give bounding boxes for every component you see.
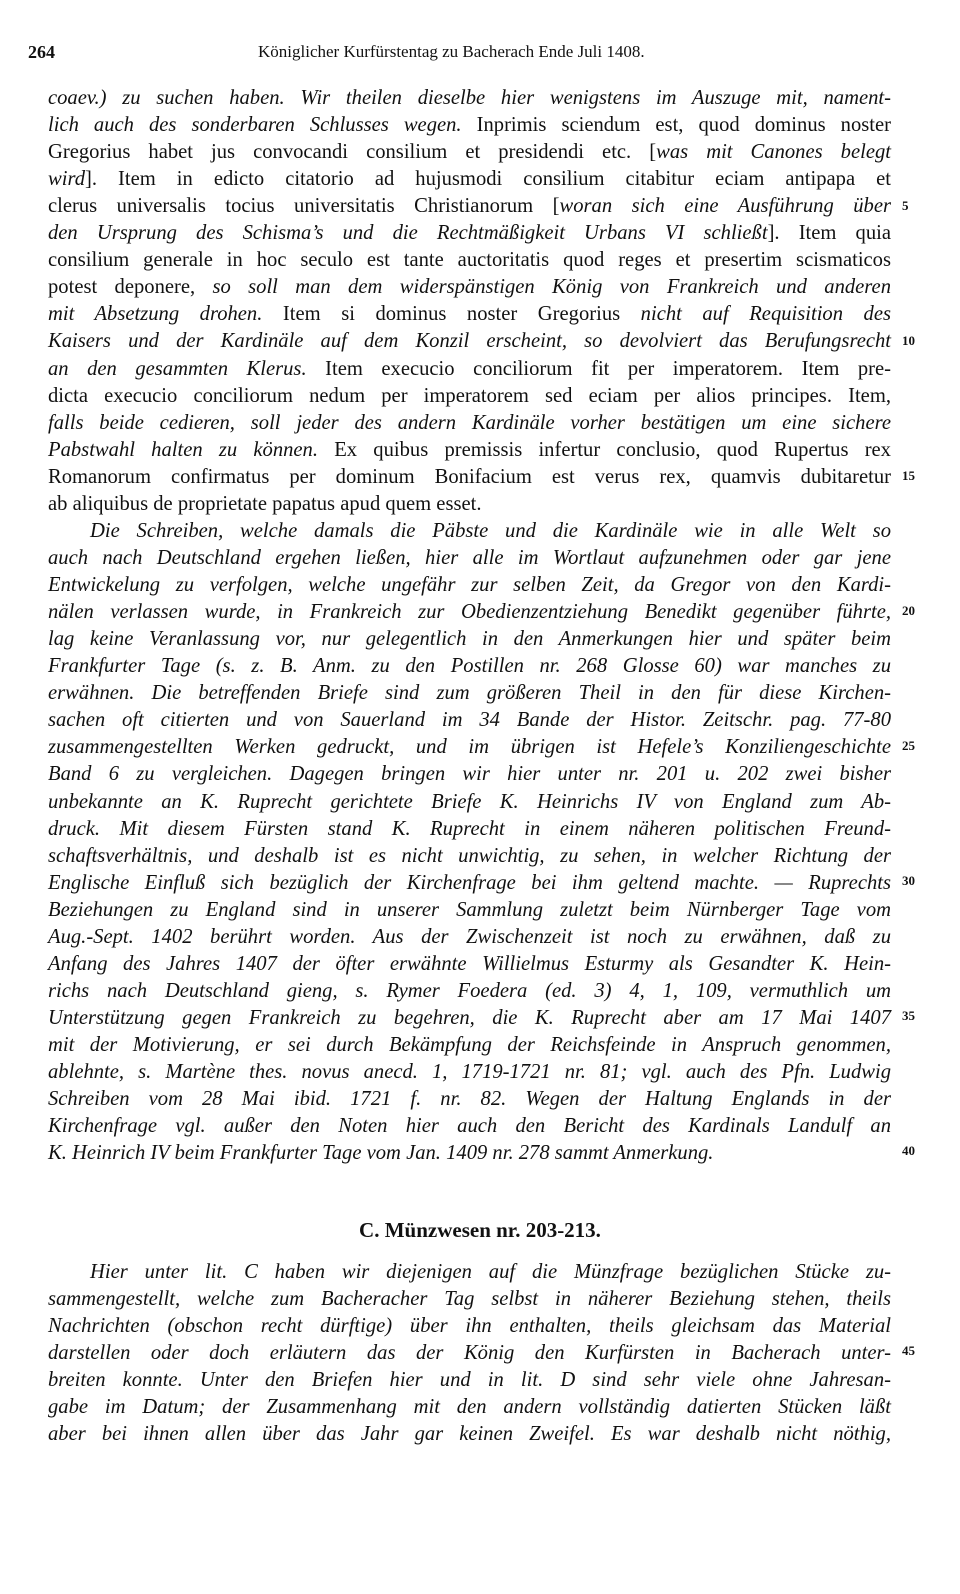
roman-run: Ex quibus premissis infertur conclusio, quod Rupertus rex: [334, 438, 891, 461]
text-line: [48, 463, 891, 491]
text-line: [48, 138, 891, 166]
text-line: sachen oft citierten und von Sauerland im 34 Bande der Histor. Zeitschr. pag. 77-80: [48, 709, 891, 732]
text-line: auch nach Deutschland ergehen ließen, hier alle im Wortlaut aufzunehmen oder gar jene: [48, 547, 891, 570]
text-line: K. Heinrich IV beim Frankfurter Tage vom Jan. 1409 nr. 278 sammt Anmerkung.: [48, 1142, 714, 1165]
text-line: [48, 273, 891, 301]
line-number: 35: [902, 1008, 915, 1023]
line-number: 30: [902, 873, 915, 888]
italic-run: an den gesammten Klerus.: [48, 357, 326, 380]
italic-run: lich auch des sonderbaren Schlusses wegen.: [48, 114, 477, 137]
text-line: Aug.-Sept. 1402 berührt worden. Aus der Zwischenzeit ist noch zu erwähnen, daß zu: [48, 925, 891, 948]
text-line: sammengestellt, welche zum Bacheracher Tag selbst in näherer Beziehung stehen, theils: [48, 1288, 891, 1311]
roman-run: ]. Item quia: [767, 222, 892, 245]
line-number: 45: [902, 1343, 915, 1358]
text-line: Schreiben vom 28 Mai ibid. 1721 f. nr. 82. Wegen der Haltung Englands in der: [48, 1088, 891, 1111]
italic-run: den Ursprung des Schisma’s und die Rechtmäßigkeit Urbans VI schließt: [48, 222, 768, 245]
italic-run: wird: [48, 168, 86, 191]
section-heading: C. Münzwesen nr. 203-213.: [359, 1218, 601, 1242]
text-line: druck. Mit diesem Fürsten stand K. Ruprecht in einem näheren politischen Freund-: [48, 817, 891, 840]
italic-run: so soll man dem widerspänstigen König von Frankreich und anderen: [212, 276, 891, 299]
roman-run: dicta execucio conciliorum nedum per imperatorem sed eciam per alios principes. Item,: [48, 384, 891, 407]
text-line: [48, 219, 891, 247]
text-line: darstellen oder doch erläutern das der König den Kurfürsten in Bacherach unter-: [48, 1342, 891, 1365]
text-line: [48, 84, 891, 112]
roman-run: Inprimis sciendum est, quod dominus noster: [476, 114, 891, 137]
italic-run: nicht auf Requisition des: [640, 303, 892, 326]
italic-run: mit Absetzung drohen.: [48, 303, 283, 326]
roman-run: ]. Item in edicto citatorio ad hujusmodi consilium citabitur eciam antipapa et: [85, 168, 891, 191]
text-line: Beziehungen zu England sind in unserer Sammlung zuletzt beim Nürnberger Tage vom: [48, 898, 891, 921]
text-line: [48, 192, 891, 220]
line-number: 5: [902, 198, 909, 213]
text-line: lag keine Veranlassung vor, nur gelegentlich in den Anmerkungen hier und später beim: [48, 628, 891, 651]
line-number: 10: [902, 333, 915, 348]
text-line: Anfang des Jahres 1407 der öfter erwähnte Willielmus Esturmy als Gesandter K. Hein-: [48, 952, 891, 975]
roman-run: consilium generale in hoc seculo est tante auctoritatis quod reges et presertim scismaticos: [48, 249, 891, 272]
text-line: breiten konnte. Unter den Briefen hier und in lit. D sind sehr viele ohne Jahresan-: [48, 1369, 891, 1392]
text-line: Unterstützung gegen Frankreich zu begehren, die K. Ruprecht aber am 17 Mai 1407: [48, 1006, 891, 1029]
roman-run: Item execucio conciliorum fit per imperatorem. Item pre-: [325, 357, 891, 380]
roman-run: Gregorius habet jus convocandi consilium et presidendi etc. [: [48, 141, 657, 164]
text-line: gabe im Datum; der Zusammenhang mit den andern vollständig datierten Stücken läßt: [48, 1396, 891, 1419]
line-number: 40: [902, 1143, 915, 1158]
line-number: 25: [902, 738, 915, 753]
italic-run: coaev.) zu suchen haben. Wir theilen dieselbe hier wenigstens im Auszuge mit, nament-: [48, 87, 891, 109]
text-line: mit der Motivierung, er sei durch Bekämpfung der Reichsfeinde in Anspruch genommen,: [48, 1033, 891, 1056]
text-line: Entwickelung zu verfolgen, welche ungefähr zur selben Zeit, da Gregor von den Kardi-: [48, 574, 891, 597]
italic-run: Kaisers und der Kardinäle auf dem Konzil erscheint, so devolviert das Berufungsrecht: [48, 330, 891, 353]
roman-run: Item si dominus noster Gregorius: [282, 303, 641, 326]
text-line: nälen verlassen wurde, in Frankreich zur Obedienzentziehung Benedikt gegenüber führte,: [48, 601, 891, 624]
text-line: richs nach Deutschland gieng, s. Rymer Foedera (ed. 3) 4, 1, 109, vermuthlich um: [48, 979, 891, 1002]
text-line: Nachrichten (obschon recht dürftige) über ihn enthalten, theils gleichsam das Material: [48, 1315, 891, 1338]
italic-run: falls beide cedieren, soll jeder des andern Kardinäle vorher bestätigen um eine sichere: [48, 411, 891, 434]
roman-run: Romanorum confirmatus per dominum Bonifacium est verus rex, quamvis dubitaretur: [48, 465, 891, 488]
text-line: [48, 382, 891, 410]
text-line: Die Schreiben, welche damals die Päbste und die Kardinäle wie in alle Welt so: [90, 520, 891, 542]
text-line: aber bei ihnen allen über das Jahr gar keinen Zweifel. Es war deshalb nicht nöthig,: [48, 1423, 891, 1446]
text-line: [48, 327, 891, 355]
italic-run: was mit Canones belegt: [656, 141, 891, 164]
text-line: Englische Einfluß sich bezüglich der Kirchenfrage bei ihm geltend machte. — Ruprechts: [48, 871, 891, 894]
text-line: [48, 409, 891, 437]
text-line: [48, 165, 891, 193]
text-line: Band 6 zu vergleichen. Dagegen bringen wir hier unter nr. 201 u. 202 zwei bisher: [48, 763, 891, 786]
text-line: Frankfurter Tage (s. z. B. Anm. zu den Postillen nr. 268 Glosse 60) war manches zu: [48, 655, 891, 678]
line-number: 20: [902, 603, 915, 618]
text-line: zusammengestellten Werken gedruckt, und im übrigen ist Hefele’s Konziliengeschichte: [48, 736, 891, 759]
text-line: Kirchenfrage vgl. außer den Noten hier auch den Bericht des Kardinals Landulf an: [48, 1115, 891, 1138]
text-line: [48, 490, 891, 518]
page-number: 264: [28, 42, 55, 62]
text-line: [48, 246, 891, 274]
line-number: 15: [902, 468, 915, 483]
italic-run: woran sich eine Ausführung über: [559, 195, 891, 218]
italic-run: Pabstwahl halten zu können.: [48, 438, 335, 461]
text-line: [48, 300, 891, 328]
text-line: [48, 355, 891, 383]
text-line: ablehnte, s. Martène thes. novus anecd. 1, 1719-1721 nr. 81; vgl. auch des Pfn. Ludwig: [48, 1061, 891, 1083]
text-line: unbekannte an K. Ruprecht gerichtete Briefe K. Heinrichs IV von England zum Ab-: [48, 790, 891, 813]
roman-run: potest deponere,: [48, 276, 213, 299]
roman-run: ab aliquibus de proprietate papatus apud quem esset.: [48, 492, 482, 515]
text-line: erwähnen. Die betreffenden Briefe sind zum größeren Theil in den für diese Kirchen-: [48, 682, 891, 705]
text-line: [48, 436, 891, 464]
text-line: schaftsverhältnis, und deshalb ist es nicht unwichtig, zu sehen, in welcher Richtung der: [48, 844, 891, 867]
roman-run: clerus universalis tocius universitatis Christianorum [: [48, 195, 560, 218]
text-line: Hier unter lit. C haben wir diejenigen auf die Münzfrage bezüglichen Stücke zu-: [90, 1261, 891, 1283]
running-title: Königlicher Kurfürstentag zu Bacherach Ende Juli 1408.: [258, 42, 645, 61]
text-line: [48, 111, 891, 139]
